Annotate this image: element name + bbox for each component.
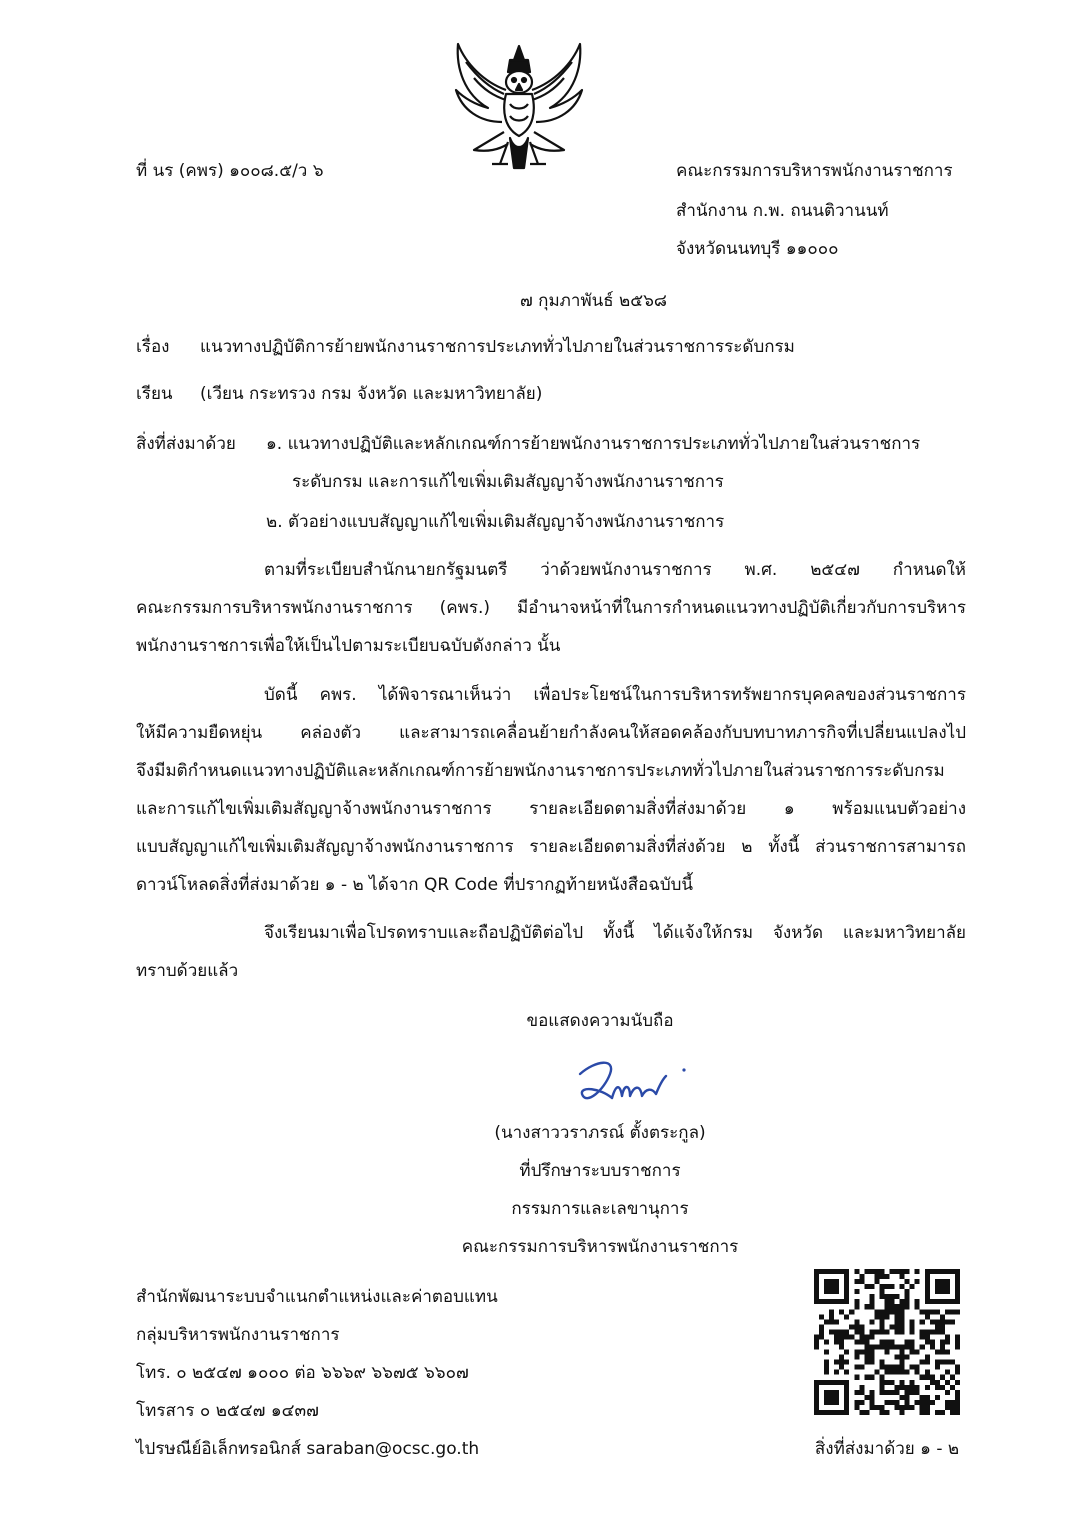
signatory-title-1: ที่ปรึกษาระบบราชการ	[519, 1161, 681, 1181]
garuda-emblem-icon	[444, 38, 594, 178]
recipient-label: เรียน	[136, 384, 173, 404]
body-paragraph-2-line-2: ให้มีความยืดหยุ่น คล่องตัว และสามารถเคลื่อนย้ายกำลังคนให้สอดคล้องกับบทบาทภารกิจที่เปลี่ยนแปลงไป	[136, 723, 966, 743]
org-address-line-3: จังหวัดนนทบุรี ๑๑๐๐๐	[676, 239, 839, 259]
enclosure-item-2: ๒. ตัวอย่างแบบสัญญาแก้ไขเพิ่มเติมสัญญาจ้างพนักงานราชการ	[266, 512, 725, 532]
subject-label: เรื่อง	[136, 337, 170, 357]
body-paragraph-2-line-5: แบบสัญญาแก้ไขเพิ่มเติมสัญญาจ้างพนักงานราชการ รายละเอียดตามสิ่งที่ส่งด้วย ๒ ทั้งนี้ ส่วนราชการสามารถ	[136, 837, 966, 857]
footer-phone: โทร. ๐ ๒๕๔๗ ๑๐๐๐ ต่อ ๖๖๖๙ ๖๖๗๕ ๖๖๐๗	[136, 1363, 469, 1383]
body-paragraph-2-line-4: และการแก้ไขเพิ่มเติมสัญญาจ้างพนักงานราชการ รายละเอียดตามสิ่งที่ส่งมาด้วย ๑ พร้อมแนบตัวอย่าง	[136, 799, 966, 819]
enclosure-item-1-line-2: ระดับกรม และการแก้ไขเพิ่มเติมสัญญาจ้างพนักงานราชการ	[292, 472, 724, 492]
enclosures-label: สิ่งที่ส่งมาด้วย	[136, 434, 236, 454]
org-address-line-1: คณะกรรมการบริหารพนักงานราชการ	[676, 161, 953, 181]
body-paragraph-1-line-3: พนักงานราชการเพื่อให้เป็นไปตามระเบียบฉบับดังกล่าว นั้น	[136, 636, 561, 656]
footer-office: สำนักพัฒนาระบบจำแนกตำแหน่งและค่าตอบแทน	[136, 1287, 498, 1307]
footer-group: กลุ่มบริหารพนักงานราชการ	[136, 1325, 340, 1345]
handwritten-signature	[572, 1048, 692, 1118]
body-paragraph-1-line-2: คณะกรรมการบริหารพนักงานราชการ (คพร.) มีอำนาจหน้าที่ในการกำหนดแนวทางปฏิบัติเกี่ยวกับการบริหาร	[136, 598, 966, 618]
org-address-line-2: สำนักงาน ก.พ. ถนนติวานนท์	[676, 201, 889, 221]
body-paragraph-3-line-2: ทราบด้วยแล้ว	[136, 961, 239, 981]
document-reference-number: ที่ นร (คพร) ๑๐๐๘.๕/ว ๖	[136, 161, 324, 181]
qr-code-icon[interactable]	[814, 1268, 960, 1416]
footer-fax: โทรสาร ๐ ๒๕๔๗ ๑๔๓๗	[136, 1401, 319, 1421]
qr-code-caption: สิ่งที่ส่งมาด้วย ๑ - ๒	[814, 1439, 960, 1459]
body-paragraph-1-line-1: ตามที่ระเบียบสำนักนายกรัฐมนตรี ว่าด้วยพนักงานราชการ พ.ศ. ๒๕๔๗ กำหนดให้	[264, 560, 966, 580]
body-paragraph-2-line-1: บัดนี้ คพร. ได้พิจารณาเห็นว่า เพื่อประโยชน์ในการบริหารทรัพยากรบุคคลของส่วนราชการ	[264, 685, 966, 705]
enclosure-item-1-line-1: ๑. แนวทางปฏิบัติและหลักเกณฑ์การย้ายพนักงานราชการประเภททั่วไปภายในส่วนราชการ	[266, 434, 921, 454]
signatory-title-2: กรรมการและเลขานุการ	[511, 1199, 689, 1219]
document-date: ๗ กุมภาพันธ์ ๒๕๖๘	[520, 291, 668, 311]
body-paragraph-2-line-6: ดาวน์โหลดสิ่งที่ส่งมาด้วย ๑ - ๒ ได้จาก QR Code ที่ปรากฏท้ายหนังสือฉบับนี้	[136, 875, 694, 895]
signatory-name: (นางสาววราภรณ์ ตั้งตระกูล)	[494, 1123, 706, 1143]
body-paragraph-3-line-1: จึงเรียนมาเพื่อโปรดทราบและถือปฏิบัติต่อไป ทั้งนี้ ได้แจ้งให้กรม จังหวัด และมหาวิทยาลัย	[264, 923, 966, 943]
recipient-text: (เวียน กระทรวง กรม จังหวัด และมหาวิทยาลัย)	[200, 384, 543, 404]
subject-text: แนวทางปฏิบัติการย้ายพนักงานราชการประเภททั่วไปภายในส่วนราชการระดับกรม	[200, 337, 795, 357]
closing-salutation: ขอแสดงความนับถือ	[526, 1011, 674, 1031]
footer-email: ไปรษณีย์อิเล็กทรอนิกส์ saraban@ocsc.go.th	[136, 1439, 480, 1459]
body-paragraph-2-line-3: จึงมีมติกำหนดแนวทางปฏิบัติและหลักเกณฑ์การย้ายพนักงานราชการประเภททั่วไปภายในส่วนราชการระดับกรม	[136, 761, 945, 781]
signatory-title-3: คณะกรรมการบริหารพนักงานราชการ	[461, 1237, 739, 1257]
